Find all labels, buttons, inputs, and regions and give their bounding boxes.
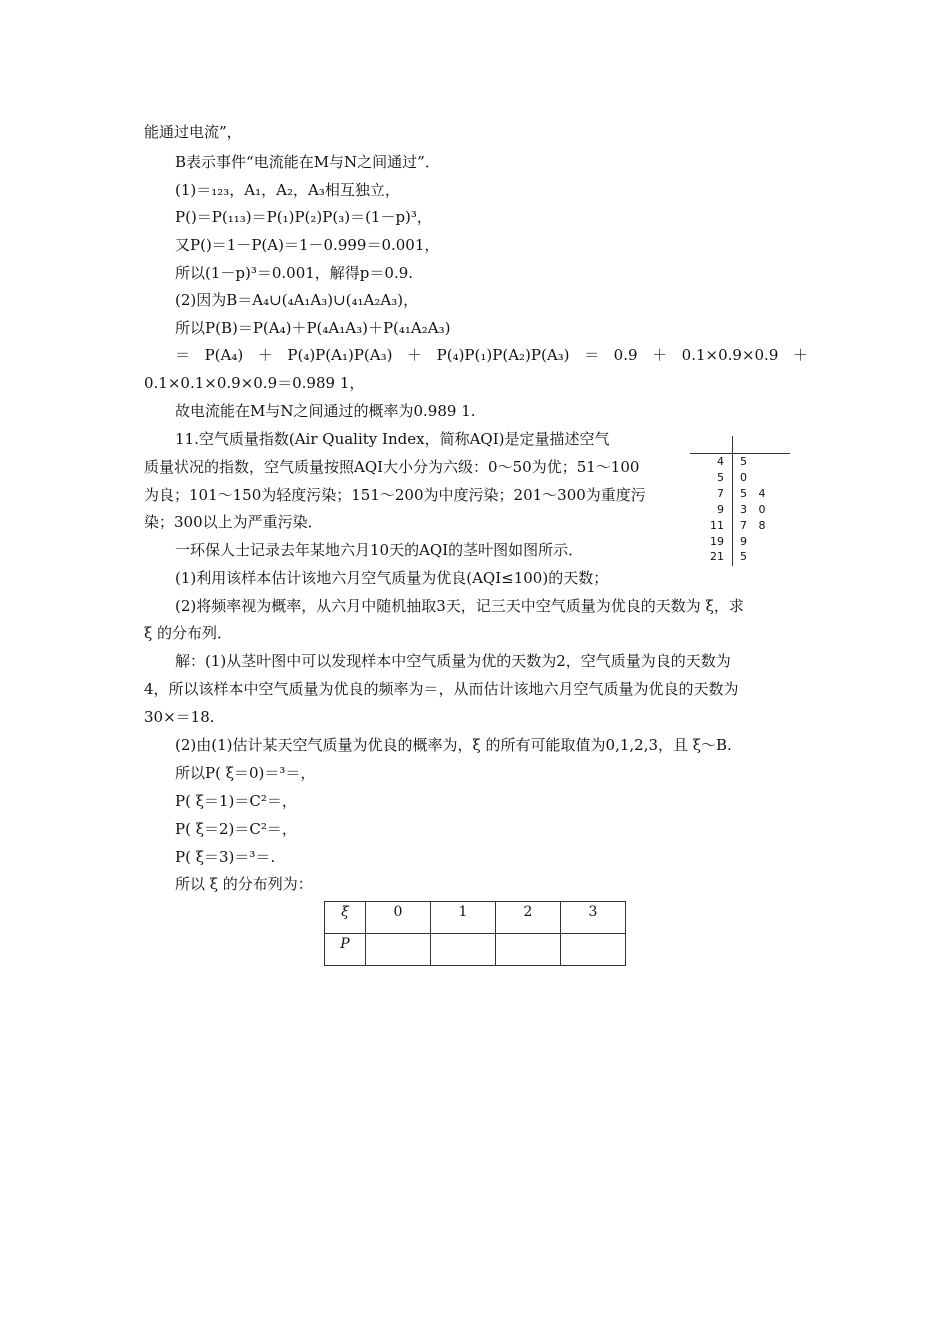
stem: 5 [717, 471, 724, 484]
stem: 11 [710, 519, 724, 532]
stem: 9 [717, 503, 724, 516]
text-line: ξ 的分布列． [144, 624, 233, 642]
distribution-table [324, 901, 626, 966]
table-cell: 2 [496, 902, 561, 934]
table-cell [496, 934, 561, 966]
text-line: 质量状况的指数，空气质量按照AQI大小分为六级：0～50为优；51～100 [144, 458, 640, 476]
leaves: 7 8 [740, 519, 770, 532]
leaves: 9 [740, 535, 751, 548]
text-line: 4，所以该样本中空气质量为优良的频率为＝，从而估计该地六月空气质量为优良的天数为 [144, 680, 739, 698]
equation-line [175, 344, 808, 366]
text-line: P( ξ＝1)＝C²＝， [175, 792, 297, 810]
eq-part: P(₄)P(A₁)P(A₃) [287, 346, 393, 364]
stem-leaf-row [690, 534, 794, 550]
stem-leaf-row [690, 518, 794, 534]
leaves: 0 [740, 471, 751, 484]
eq-part: ＝ [175, 346, 191, 364]
problem-11-line: 11.空气质量指数(Air Quality Index，简称AQI)是定量描述空气 [175, 430, 610, 448]
text-line: (1)＝₁₂₃，A₁，A₂，A₃相互独立， [175, 181, 400, 199]
leaves: 5 [740, 550, 751, 563]
text-line: 所以 ξ 的分布列为： [175, 875, 313, 893]
eq-part: ＋ [652, 346, 668, 364]
stem: 4 [717, 455, 724, 468]
stem: 21 [710, 550, 724, 563]
stem-leaf-row [690, 454, 794, 470]
stem-leaf-plot [690, 436, 794, 566]
eq-part: P(₄)P(₁)P(A₂)P(A₃) [436, 346, 570, 364]
leaves: 5 [740, 455, 751, 468]
stem-leaf-row [690, 502, 794, 518]
leaves: 5 4 [740, 487, 770, 500]
text-line: 能通过电流”， [144, 123, 242, 141]
text-line: (2)因为B＝A₄∪(₄A₁A₃)∪(₄₁A₂A₃)， [175, 291, 419, 309]
eq-part: ＋ [792, 346, 808, 364]
eq-part: P(A₄) [204, 346, 244, 364]
text-line: 故电流能在M与N之间通过的概率为0.989 1. [175, 402, 476, 420]
text-line: P( ξ＝3)＝³＝. [175, 848, 276, 866]
stem: 7 [717, 487, 724, 500]
text-line: 0.1×0.1×0.9×0.9＝0.989 1， [144, 374, 365, 392]
text-line: 所以P( ξ＝0)＝³＝， [175, 764, 316, 782]
text-line: P( ξ＝2)＝C²＝， [175, 820, 297, 838]
table-cell [366, 934, 431, 966]
table-cell: 0 [366, 902, 431, 934]
table-cell [431, 934, 496, 966]
text-line: 为良；101～150为轻度污染；151～200为中度污染；201～300为重度污 [144, 486, 646, 504]
table-cell: P [325, 934, 366, 966]
text-line: 所以(1－p)³＝0.001，解得p＝0.9. [175, 264, 414, 282]
eq-part: 0.9 [613, 346, 638, 364]
text-line: P()＝P(₁₁₃)＝P(₁)P(₂)P(₃)＝(1－p)³， [175, 208, 432, 226]
text-line: 所以P(B)＝P(A₄)＋P(₄A₁A₃)＋P(₄₁A₂A₃) [175, 319, 451, 337]
table-cell [561, 934, 626, 966]
eq-part: 0.1×0.9×0.9 [681, 346, 779, 364]
table-row [325, 934, 626, 966]
stem-leaf-row [690, 470, 794, 486]
table-cell: 1 [431, 902, 496, 934]
solution-line: 解：(1)从茎叶图中可以发现样本中空气质量为优的天数为2，空气质量为良的天数为 [175, 652, 731, 670]
text-line: (2)将频率视为概率，从六月中随机抽取3天，记三天中空气质量为优良的天数为 ξ，求 [175, 597, 744, 615]
table-cell: 3 [561, 902, 626, 934]
stem-leaf-row [690, 549, 794, 565]
text-line: B表示事件“电流能在M与N之间通过”． [175, 153, 440, 171]
leaves: 3 0 [740, 503, 770, 516]
text-line: 染；300以上为严重污染． [144, 513, 323, 531]
table-row [325, 902, 626, 934]
stem: 19 [710, 535, 724, 548]
eq-part: ＝ [584, 346, 600, 364]
text-line: (2)由(1)估计某天空气质量为优良的概率为，ξ 的所有可能取值为0,1,2,3，且 ξ～B. [175, 736, 732, 754]
stem-leaf-row [690, 486, 794, 502]
eq-part: ＋ [407, 346, 423, 364]
table-cell: ξ [325, 902, 366, 934]
eq-part: ＋ [257, 346, 273, 364]
text-line: 30×＝18. [144, 708, 215, 726]
text-line: (1)利用该样本估计该地六月空气质量为优良(AQI≤100)的天数； [175, 569, 609, 587]
text-line: 又P()＝1－P(A)＝1－0.999＝0.001， [175, 236, 440, 254]
text-line: 一环保人士记录去年某地六月10天的AQI的茎叶图如图所示． [175, 541, 584, 559]
